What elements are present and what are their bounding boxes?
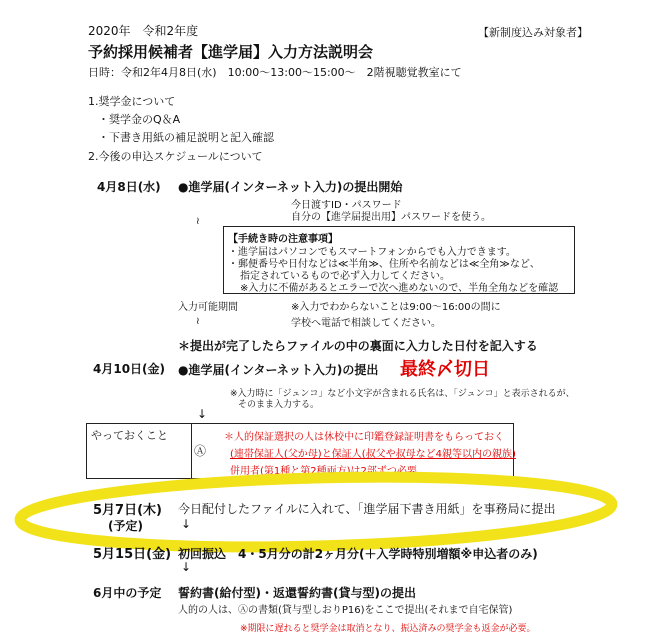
period-note-2: 学校へ電話で相談してください。 [291, 318, 441, 329]
notice-line-3: 指定されているもので必ず入力してください。 [240, 271, 450, 282]
arrow-down: ↓ [181, 560, 192, 574]
todo-line-3: 併用者(第1種と第2種両方)は2部ずつ必要 [230, 466, 417, 477]
agenda-item-2: 2.今後の申込スケジュールについて [88, 150, 263, 163]
step2-note-2: そのまま入力する。 [238, 400, 320, 410]
event-datetime: 日時：令和2年4月8日(水) 10:00～13:00～15:00～ 2階視聴覚教室にて [88, 66, 462, 79]
todo-mark-a: Ⓐ [194, 444, 207, 458]
todo-label: やっておくこと [91, 429, 168, 442]
step1-note-1: 今日渡すID・パスワード [291, 200, 402, 211]
agenda-sub-1: ・奨学金のQ＆A [98, 113, 181, 126]
target-badge: 【新制度込み対象者】 [478, 26, 588, 39]
step5-warning: ※期限に遅れると奨学金は取消となり、振込済みの奨学金も返金が必要。 [240, 624, 536, 634]
step3-date: 5月7日(木) [93, 503, 162, 518]
step3-sub: (予定) [108, 519, 143, 533]
step1-date: 4月8日(水) [97, 180, 161, 194]
todo-line-1: ＊人的保証選択の人は休校中に印鑑登録証明書をもらっておく [224, 432, 504, 443]
notice-line-2: ・郵便番号や日付などは≪半角≫、住所や名前などは≪全角≫など、 [228, 259, 540, 270]
step3-text: 今日配付したファイルに入れて、「進学届下書き用紙」を事務局に提出 [178, 502, 556, 516]
step2-text: ●進学届(インターネット入力)の提出 [178, 363, 379, 377]
reminder-text: ＊提出が完了したらファイルの中の裏面に入力した日付を記入する [178, 339, 538, 353]
step5-text: 誓約書(給付型)・返還誓約書(貸与型)の提出 [178, 586, 416, 600]
notice-line-4: ※入力に不備があるとエラーで次へ進めないので、半角全角などを確認 [240, 283, 559, 294]
deadline-label: 最終〆切日 [400, 359, 490, 380]
tilde-mark: ≀ [196, 316, 200, 327]
agenda-item-1: 1.奨学金について [88, 95, 176, 108]
step1-note-2: 自分の【進学届提出用】パスワードを使う。 [291, 212, 491, 223]
todo-line-2: (連帯保証人(父か母)と保証人(叔父や叔母など4親等以内の親族) [230, 449, 516, 460]
step5-sub: 人的の人は、Ⓐの書類(貸与型しおりP16)をここで提出(それまで自宅保管) [178, 605, 513, 616]
step2-date: 4月10日(金) [93, 362, 166, 376]
step2-note-1: ※入力時に「ジュンコ」など小文字が含まれる氏名は、「ジュンコ」と表示されるが、 [230, 389, 575, 399]
arrow-down: ↓ [197, 407, 208, 421]
arrow-down: ↓ [181, 517, 192, 531]
agenda-sub-2: ・下書き用紙の補足説明と記入確認 [98, 131, 274, 144]
step1-text: ●進学届(インターネット入力)の提出開始 [178, 180, 403, 194]
notice-line-1: ・進学届はパソコンでもスマートフォンからでも入力できます。 [228, 247, 516, 258]
notice-heading: 【手続き時の注意事項】 [228, 234, 338, 245]
step4-date: 5月15日(金) [93, 547, 172, 562]
period-label: 入力可能期間 [178, 302, 238, 313]
step5-date: 6月中の予定 [93, 586, 162, 600]
tilde-mark: ≀ [196, 216, 200, 227]
header-year: 2020年 令和2年度 [88, 24, 199, 38]
page-title: 予約採用候補者【進学届】入力方法説明会 [88, 43, 374, 61]
step4-text: 初回振込 4・5月分の計2ヶ月分(＋入学時特別増額※申込者のみ) [178, 547, 538, 561]
period-note-1: ※入力でわからないことは9:00～16:00の間に [291, 302, 501, 313]
